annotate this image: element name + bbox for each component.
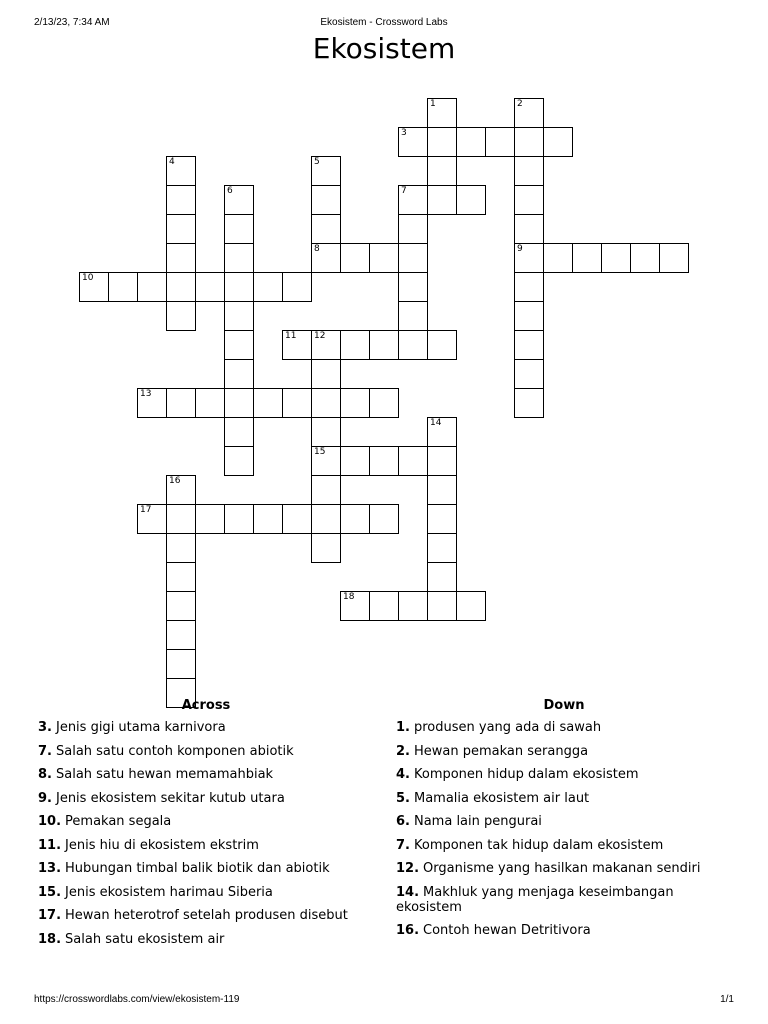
clue-text: Jenis hiu di ekosistem ekstrim	[65, 837, 259, 853]
down-clue	[396, 744, 736, 759]
grid-cell	[166, 649, 196, 679]
grid-cell	[340, 243, 370, 273]
grid-cell	[514, 243, 544, 273]
grid-cell	[253, 388, 283, 418]
down-clue	[396, 923, 736, 938]
grid-cell	[311, 243, 341, 273]
down-clue	[396, 720, 736, 735]
cell-number: 2	[517, 99, 523, 109]
grid-cell	[514, 330, 544, 360]
grid-cell	[427, 533, 457, 563]
grid-cell	[195, 504, 225, 534]
grid-cell	[340, 330, 370, 360]
grid-cell	[572, 243, 602, 273]
grid-cell	[398, 301, 428, 331]
grid-cell	[543, 243, 573, 273]
cell-number: 15	[314, 447, 326, 457]
grid-cell	[282, 330, 312, 360]
grid-cell	[514, 185, 544, 215]
grid-cell	[224, 417, 254, 447]
down-clue	[396, 885, 736, 915]
grid-cell	[166, 272, 196, 302]
down-clue	[396, 861, 736, 876]
clue-number: 7.	[396, 837, 410, 853]
across-clue	[38, 720, 378, 735]
grid-cell	[311, 475, 341, 505]
grid-cell	[224, 359, 254, 389]
grid-cell	[166, 214, 196, 244]
page-number: 1/1	[720, 994, 734, 1005]
across-clue	[38, 767, 378, 782]
grid-cell	[456, 185, 486, 215]
grid-cell	[166, 504, 196, 534]
grid-cell	[166, 562, 196, 592]
grid-cell	[514, 98, 544, 128]
clue-text: Mamalia ekosistem air laut	[413, 790, 590, 806]
grid-cell	[340, 388, 370, 418]
across-clue	[38, 861, 378, 876]
grid-cell	[166, 533, 196, 563]
grid-cell	[311, 388, 341, 418]
grid-cell	[369, 388, 399, 418]
grid-cell	[311, 156, 341, 186]
grid-cell	[514, 214, 544, 244]
clue-text: Hewan pemakan serangga	[413, 743, 589, 759]
cell-number: 18	[343, 592, 355, 602]
grid-cell	[195, 388, 225, 418]
clue-text: Jenis gigi utama karnivora	[55, 720, 226, 735]
cell-number: 13	[140, 389, 152, 399]
grid-cell	[224, 446, 254, 476]
clue-text: Pemakan segala	[65, 814, 172, 829]
print-document-title: Ekosistem - Crossword Labs	[320, 17, 448, 28]
cell-number: 5	[314, 157, 320, 167]
cell-number: 7	[401, 186, 407, 196]
grid-cell	[427, 446, 457, 476]
grid-cell	[427, 156, 457, 186]
grid-cell	[398, 330, 428, 360]
grid-cell	[108, 272, 138, 302]
grid-cell	[369, 446, 399, 476]
clue-number: 12.	[396, 861, 420, 876]
clue-text: Komponen tak hidup dalam ekosistem	[413, 837, 664, 853]
grid-cell	[398, 243, 428, 273]
puzzle-title: Ekosistem	[312, 32, 456, 65]
grid-cell	[427, 417, 457, 447]
grid-cell	[659, 243, 689, 273]
grid-cell	[398, 214, 428, 244]
clue-number: 16.	[396, 923, 420, 938]
clue-number: 17.	[38, 908, 62, 923]
grid-cell	[369, 591, 399, 621]
grid-cell	[630, 243, 660, 273]
cell-number: 14	[430, 418, 442, 428]
clue-number: 1.	[396, 720, 410, 735]
grid-cell	[398, 272, 428, 302]
down-clue	[396, 767, 736, 782]
cell-number: 17	[140, 505, 152, 515]
across-clue	[38, 814, 378, 829]
clue-text: Jenis ekosistem sekitar kutub utara	[55, 790, 285, 806]
grid-cell	[195, 272, 225, 302]
down-clue	[396, 791, 736, 806]
clue-text: produsen yang ada di sawah	[413, 720, 602, 735]
clue-number: 3.	[38, 720, 52, 735]
clue-number: 15.	[38, 884, 62, 900]
grid-cell	[514, 127, 544, 157]
clue-text: Nama lain pengurai	[413, 814, 542, 829]
grid-cell	[79, 272, 109, 302]
grid-cell	[166, 156, 196, 186]
grid-cell	[398, 591, 428, 621]
clue-number: 5.	[396, 790, 410, 806]
clue-text: Salah satu hewan memamahbiak	[55, 767, 274, 782]
grid-cell	[485, 127, 515, 157]
across-heading: Across	[181, 698, 231, 713]
clue-number: 8.	[38, 767, 52, 782]
grid-cell	[137, 504, 167, 534]
clue-number: 2.	[396, 743, 410, 759]
grid-cell	[514, 359, 544, 389]
across-clue	[38, 885, 378, 900]
grid-cell	[340, 504, 370, 534]
down-clue	[396, 814, 736, 829]
grid-cell	[369, 504, 399, 534]
clue-number: 14.	[396, 884, 420, 900]
grid-cell	[514, 156, 544, 186]
grid-cell	[456, 591, 486, 621]
grid-cell	[311, 446, 341, 476]
grid-cell	[253, 272, 283, 302]
grid-cell	[282, 388, 312, 418]
grid-cell	[311, 533, 341, 563]
grid-cell	[166, 591, 196, 621]
grid-cell	[427, 98, 457, 128]
clue-text: Hubungan timbal balik biotik dan abiotik	[65, 861, 330, 876]
clue-number: 6.	[396, 814, 410, 829]
grid-cell	[514, 388, 544, 418]
grid-cell	[282, 504, 312, 534]
cell-number: 10	[82, 273, 94, 283]
grid-cell	[166, 620, 196, 650]
cell-number: 4	[169, 157, 175, 167]
down-clue	[396, 838, 736, 853]
clue-number: 13.	[38, 861, 62, 876]
grid-cell	[427, 330, 457, 360]
cell-number: 16	[169, 476, 181, 486]
grid-cell	[311, 417, 341, 447]
across-clue	[38, 932, 378, 947]
clue-number: 11.	[38, 837, 62, 853]
grid-cell	[311, 185, 341, 215]
print-url: https://crosswordlabs.com/view/ekosistem-119	[34, 994, 240, 1005]
clue-text: Organisme yang hasilkan makanan sendiri	[423, 861, 701, 876]
grid-cell	[224, 214, 254, 244]
grid-cell	[340, 591, 370, 621]
grid-cell	[601, 243, 631, 273]
cell-number: 8	[314, 244, 320, 254]
grid-cell	[514, 272, 544, 302]
grid-cell	[311, 330, 341, 360]
grid-cell	[369, 243, 399, 273]
clue-text: Salah satu contoh komponen abiotik	[55, 743, 294, 759]
clue-text: Jenis ekosistem harimau Siberia	[65, 884, 273, 900]
clue-text: Contoh hewan Detritivora	[423, 923, 591, 938]
grid-cell	[166, 388, 196, 418]
clue-text: Hewan heterotrof setelah produsen disebut	[65, 908, 348, 923]
cell-number: 6	[227, 186, 233, 196]
clue-number: 7.	[38, 743, 52, 759]
grid-cell	[224, 388, 254, 418]
grid-cell	[224, 301, 254, 331]
grid-cell	[311, 359, 341, 389]
cell-number: 1	[430, 99, 436, 109]
clue-number: 4.	[396, 767, 410, 782]
grid-cell	[166, 301, 196, 331]
clue-number: 9.	[38, 790, 52, 806]
grid-cell	[224, 272, 254, 302]
down-heading: Down	[543, 698, 585, 713]
grid-cell	[253, 504, 283, 534]
cell-number: 11	[285, 331, 297, 341]
cell-number: 12	[314, 331, 326, 341]
grid-cell	[137, 272, 167, 302]
clue-text: Salah satu ekosistem air	[65, 931, 225, 947]
grid-cell	[427, 185, 457, 215]
grid-cell	[514, 301, 544, 331]
grid-cell	[224, 504, 254, 534]
across-clue	[38, 791, 378, 806]
grid-cell	[427, 591, 457, 621]
grid-cell	[340, 446, 370, 476]
grid-cell	[137, 388, 167, 418]
grid-cell	[311, 214, 341, 244]
clue-number: 18.	[38, 931, 62, 947]
grid-cell	[427, 475, 457, 505]
grid-cell	[166, 185, 196, 215]
grid-cell	[398, 127, 428, 157]
grid-cell	[369, 330, 399, 360]
grid-cell	[427, 504, 457, 534]
grid-cell	[166, 475, 196, 505]
across-clues	[38, 698, 378, 955]
grid-cell	[543, 127, 573, 157]
grid-cell	[224, 330, 254, 360]
across-clue	[38, 908, 378, 923]
across-clue	[38, 744, 378, 759]
grid-cell	[224, 243, 254, 273]
down-clues	[396, 698, 736, 947]
grid-cell	[224, 185, 254, 215]
grid-cell	[398, 185, 428, 215]
across-clue	[38, 838, 378, 853]
grid-cell	[166, 243, 196, 273]
grid-cell	[398, 446, 428, 476]
clue-text: Komponen hidup dalam ekosistem	[413, 767, 639, 782]
grid-cell	[311, 504, 341, 534]
grid-cell	[427, 562, 457, 592]
print-date: 2/13/23, 7:34 AM	[34, 17, 110, 28]
cell-number: 3	[401, 128, 407, 138]
clue-text: Makhluk yang menjaga keseimbangan ekosistem	[396, 884, 674, 915]
grid-cell	[282, 272, 312, 302]
cell-number: 9	[517, 244, 523, 254]
grid-cell	[456, 127, 486, 157]
clue-number: 10.	[38, 814, 62, 829]
grid-cell	[427, 127, 457, 157]
